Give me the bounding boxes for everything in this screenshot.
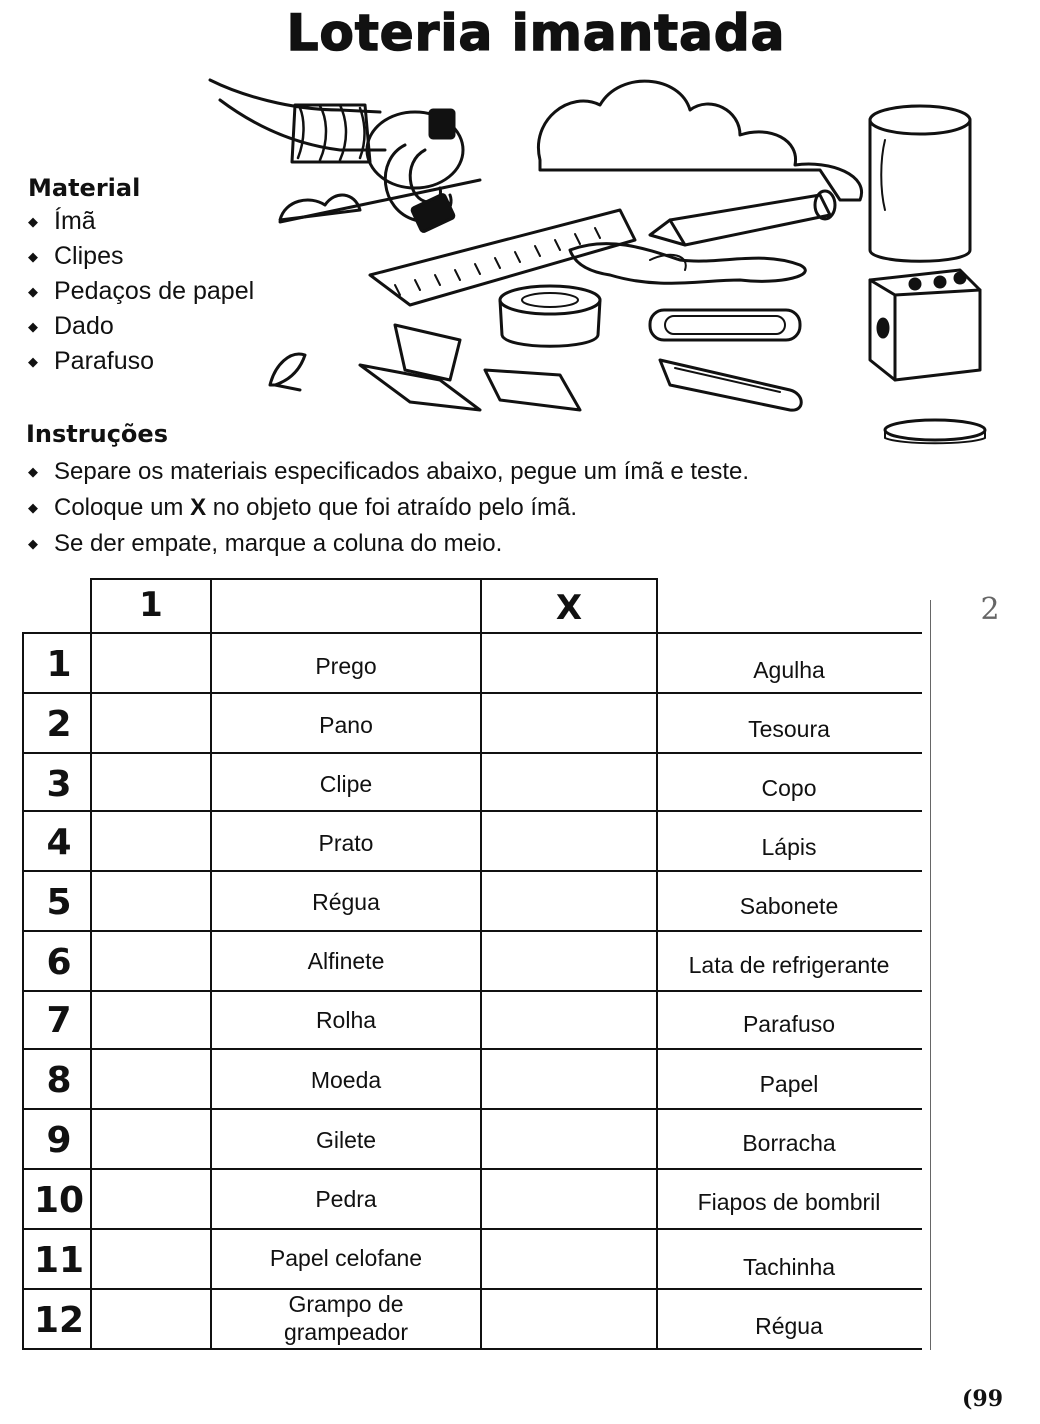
- coin-shape: [885, 420, 985, 440]
- row-number: 7: [46, 1000, 72, 1041]
- left-item: Gilete: [315, 1127, 377, 1153]
- clip-shape: [650, 310, 800, 340]
- page-title: Loteria imantada: [286, 4, 786, 62]
- row-number: 5: [46, 882, 72, 923]
- instructions-heading: Instruções: [26, 420, 168, 448]
- row-number: 6: [46, 942, 72, 983]
- paper-piece: [395, 325, 460, 380]
- right-item: Tachinha: [742, 1254, 836, 1280]
- left-item: Pedra: [315, 1186, 377, 1212]
- left-item: Clipe: [319, 771, 373, 797]
- list-item: [26, 490, 749, 526]
- right-item: Parafuso: [742, 1011, 836, 1037]
- clip-shape: [660, 360, 801, 410]
- instructions-list: [26, 454, 749, 562]
- row-number: 3: [46, 764, 72, 805]
- list-item: ◆ Ímã: [26, 204, 254, 239]
- left-item: Rolha: [315, 1007, 377, 1033]
- right-item: Lata de refrigerante: [688, 952, 890, 978]
- right-item: Sabonete: [739, 893, 839, 919]
- left-item: Prego: [315, 653, 377, 679]
- instruction-text: Coloque um: [54, 494, 191, 521]
- row-number: 8: [46, 1060, 72, 1101]
- header-column-x: X: [555, 588, 583, 628]
- row-number: 4: [46, 822, 72, 863]
- pencil-shape: [670, 195, 830, 245]
- material-list: [26, 204, 254, 379]
- row-number: 10: [33, 1180, 85, 1221]
- right-item: Fiapos de bombril: [697, 1189, 881, 1215]
- list-item: ◆ Se der empate, marque a coluna do meio.: [26, 526, 749, 562]
- right-item: Borracha: [742, 1130, 836, 1156]
- left-item: Grampo de grampeador: [283, 1291, 409, 1345]
- right-item: Papel: [759, 1071, 819, 1097]
- left-item: Pano: [319, 712, 373, 738]
- row-number: 11: [33, 1240, 85, 1281]
- ruler-shape: [370, 210, 635, 305]
- page-number-value: 99: [972, 1386, 1004, 1412]
- row-number: 12: [33, 1300, 85, 1341]
- magnet-illustration: [180, 50, 1040, 450]
- right-item: Lápis: [761, 834, 817, 860]
- paper-piece: [485, 370, 580, 410]
- right-item: Agulha: [753, 657, 825, 683]
- right-item: Régua: [755, 1313, 823, 1339]
- cloud-shape: [538, 81, 861, 200]
- material-heading: Material: [28, 174, 141, 202]
- row-number: 2: [46, 704, 72, 745]
- list-item: ◆ Separe os materiais especificados abaixo, pegue um ímã e teste.: [26, 454, 749, 490]
- row-number: 9: [46, 1120, 72, 1161]
- row-number: 1: [46, 644, 72, 685]
- list-item: ◆ Clipes: [26, 239, 254, 274]
- cuff-shape: [298, 105, 365, 160]
- left-item: Papel celofane: [269, 1245, 423, 1271]
- header-column-2: 2: [980, 592, 1000, 627]
- paper-piece: [360, 365, 480, 410]
- left-item: Prato: [318, 830, 374, 856]
- instruction-text: no objeto que foi atraído pelo ímã.: [206, 494, 578, 521]
- list-item: ◆ Dado: [26, 309, 254, 344]
- right-item: Tesoura: [748, 716, 830, 742]
- page-number: (99: [962, 1386, 1004, 1412]
- left-item: Alfinete: [307, 948, 385, 974]
- right-item: Copo: [761, 775, 817, 801]
- left-item: Moeda: [310, 1067, 382, 1093]
- pin-shape: [270, 354, 305, 385]
- list-item: ◆ Parafuso: [26, 344, 254, 379]
- list-item: ◆ Pedaços de papel: [26, 274, 254, 309]
- header-column-1: 1: [139, 585, 163, 625]
- tape-shape: [500, 286, 600, 314]
- instruction-bold: X: [190, 494, 207, 521]
- left-item: Régua: [312, 889, 380, 915]
